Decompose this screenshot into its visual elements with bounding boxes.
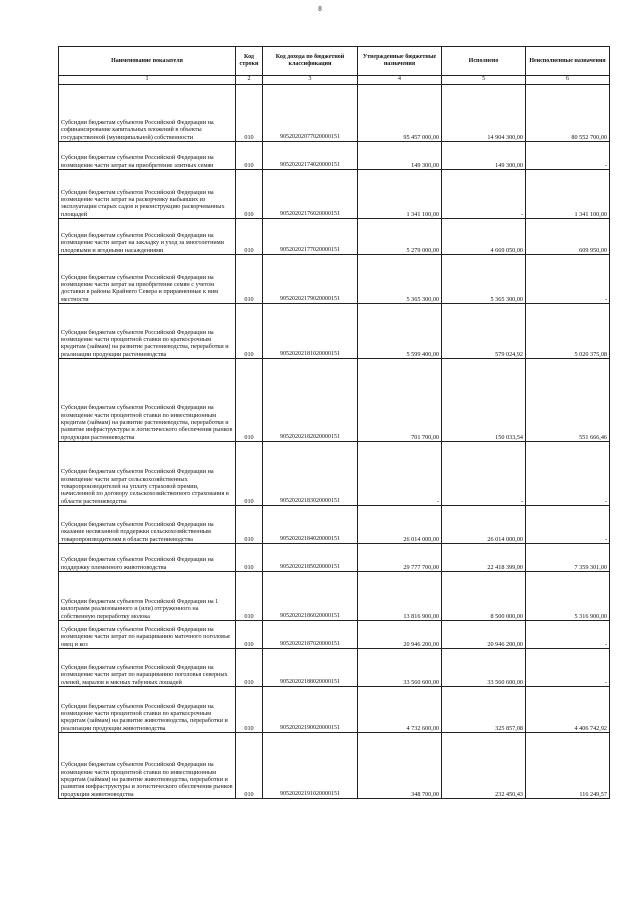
row-name-cell: Субсидии бюджетам субъектов Российской Федерации на возмещение части затрат по наращиванию маточного поголовья овец и коз <box>59 621 236 649</box>
header-unexecuted: Неисполненные назначения <box>526 47 610 76</box>
table-row <box>59 255 610 304</box>
row-unexecuted-cell: 116 249,57 <box>526 733 610 799</box>
row-kbk-cell: 90520202191020000151 <box>263 733 358 799</box>
row-approved-cell: - <box>358 442 442 506</box>
row-unexecuted-cell: 5 316 900,00 <box>526 572 610 621</box>
row-unexecuted-cell: 4 406 742,92 <box>526 687 610 733</box>
column-number: 2 <box>236 76 263 85</box>
row-name-cell: Субсидии бюджетам субъектов Российской Федерации на возмещение части процентной ставки по краткосрочным кредитам (займам) на развитие животноводства, переработки и реализации продукции животноводства <box>59 687 236 733</box>
row-executed-cell: 232 450,43 <box>442 733 526 799</box>
row-kbk-cell: 90520202187020000151 <box>263 621 358 649</box>
row-name-cell: Субсидии бюджетам субъектов Российской Федерации на возмещение части затрат на закладку и уход за многолетними плодовыми и ягодными насаждениями <box>59 219 236 255</box>
row-code-cell: 010 <box>236 506 263 544</box>
row-name-cell: Субсидии бюджетам субъектов Российской Федерации на возмещение части процентной ставки по инвестиционным кредитам (займам) на развитие растениеводства, переработки и развитие инфраструктуры и логистического обеспечения рынков продукции растениеводства <box>59 359 236 442</box>
row-approved-cell: 95 457 000,00 <box>358 85 442 142</box>
row-kbk-cell: 90520202190020000151 <box>263 687 358 733</box>
table-row <box>59 621 610 649</box>
row-code-cell: 010 <box>236 219 263 255</box>
header-row <box>59 47 610 76</box>
row-code-cell: 010 <box>236 544 263 572</box>
row-executed-cell: 325 857,08 <box>442 687 526 733</box>
row-code-cell: 010 <box>236 170 263 219</box>
row-name-cell: Субсидии бюджетам субъектов Российской Федерации на 1 килограмм реализованного и (или) отгруженного на собственную переработку молока <box>59 572 236 621</box>
row-name-cell: Субсидии бюджетам субъектов Российской Федерации на возмещение части процентной ставки по инвестиционным кредитам (займам) на развитие животноводства, переработки и развития инфраструктуры и логистического обеспечения рынков продукции животноводства <box>59 733 236 799</box>
row-kbk-cell: 90520202183020000151 <box>263 442 358 506</box>
row-name-cell: Субсидии бюджетам субъектов Российской Федерации на возмещение части процентной ставки по краткосрочным кредитам (займам) на развитие растениеводства, переработки и реализации продукции растениеводства <box>59 304 236 359</box>
row-kbk-cell: 90520202077020000151 <box>263 85 358 142</box>
table-row <box>59 219 610 255</box>
row-kbk-cell: 90520202184020000151 <box>263 506 358 544</box>
row-code-cell: 010 <box>236 649 263 687</box>
row-unexecuted-cell: - <box>526 142 610 170</box>
row-unexecuted-cell: 609 950,00 <box>526 219 610 255</box>
row-kbk-cell: 90520202185020000151 <box>263 544 358 572</box>
table-row <box>59 142 610 170</box>
table-row <box>59 649 610 687</box>
row-code-cell: 010 <box>236 442 263 506</box>
table-row <box>59 506 610 544</box>
header-kbk: Код дохода по бюджетной классификации <box>263 47 358 76</box>
row-kbk-cell: 90520202188020000151 <box>263 649 358 687</box>
row-name-cell: Субсидии бюджетам субъектов Российской Федерации на возмещение части затрат на приобретение элитных семян <box>59 142 236 170</box>
table-row <box>59 359 610 442</box>
row-executed-cell: 14 904 300,00 <box>442 85 526 142</box>
row-name-cell: Субсидии бюджетам субъектов Российской Федерации на возмещение части затрат на раскорчевку выбывших из эксплуатации старых садов и реконструкцию раскорчеванных площадей <box>59 170 236 219</box>
row-code-cell: 010 <box>236 142 263 170</box>
row-approved-cell: 5 599 400,00 <box>358 304 442 359</box>
column-number: 4 <box>358 76 442 85</box>
row-code-cell: 010 <box>236 572 263 621</box>
row-approved-cell: 26 014 000,00 <box>358 506 442 544</box>
row-name-cell: Субсидии бюджетам субъектов Российской Федерации на софинансирование капитальных вложений в объекты государственной (муниципальной) собственности <box>59 85 236 142</box>
table-row <box>59 572 610 621</box>
column-number: 1 <box>59 76 236 85</box>
row-executed-cell: - <box>442 170 526 219</box>
table-body <box>59 85 610 799</box>
row-name-cell: Субсидии бюджетам субъектов Российской Федерации на возмещение части затрат на приобретение семян с учетом доставки в районы Крайнего Севера и приравненные к ним местности <box>59 255 236 304</box>
row-kbk-cell: 90520202186020000151 <box>263 572 358 621</box>
row-approved-cell: 5 365 300,00 <box>358 255 442 304</box>
row-unexecuted-cell: - <box>526 255 610 304</box>
row-approved-cell: 5 279 000,00 <box>358 219 442 255</box>
row-name-cell: Субсидии бюджетам субъектов Российской Федерации на возмещение части затрат сельскохозяйственных товаропроизводителей на уплату страховой премии, начисленной по договору сельскохозяйственного страхования в области растениеводства <box>59 442 236 506</box>
row-approved-cell: 20 946 200,00 <box>358 621 442 649</box>
table-row <box>59 85 610 142</box>
row-unexecuted-cell: 7 359 301,00 <box>526 544 610 572</box>
row-unexecuted-cell: - <box>526 649 610 687</box>
row-unexecuted-cell: 551 666,46 <box>526 359 610 442</box>
row-name-cell: Субсидии бюджетам субъектов Российской Федерации на поддержку племенного животноводства <box>59 544 236 572</box>
row-code-cell: 010 <box>236 687 263 733</box>
header-executed: Исполнено <box>442 47 526 76</box>
budget-table <box>58 46 610 799</box>
table-row <box>59 170 610 219</box>
row-executed-cell: 4 669 050,00 <box>442 219 526 255</box>
row-kbk-cell: 90520202181020000151 <box>263 304 358 359</box>
row-approved-cell: 29 777 700,00 <box>358 544 442 572</box>
row-code-cell: 010 <box>236 255 263 304</box>
row-approved-cell: 33 560 600,00 <box>358 649 442 687</box>
row-approved-cell: 348 700,00 <box>358 733 442 799</box>
row-approved-cell: 149 300,00 <box>358 142 442 170</box>
row-executed-cell: 20 946 200,00 <box>442 621 526 649</box>
row-code-cell: 010 <box>236 359 263 442</box>
row-executed-cell: 26 014 000,00 <box>442 506 526 544</box>
row-kbk-cell: 90520202182020000151 <box>263 359 358 442</box>
header-name: Наименование показателя <box>59 47 236 76</box>
row-executed-cell: - <box>442 442 526 506</box>
row-name-cell: Субсидии бюджетам субъектов Российской Федерации на оказание несвязанной поддержки сельскохозяйственным товаропроизводителям в области растениеводства <box>59 506 236 544</box>
row-approved-cell: 4 732 600,00 <box>358 687 442 733</box>
page-number: 8 <box>318 5 322 13</box>
row-unexecuted-cell: - <box>526 506 610 544</box>
row-approved-cell: 1 341 100,00 <box>358 170 442 219</box>
table-row <box>59 442 610 506</box>
table-row <box>59 544 610 572</box>
column-number-row <box>59 76 610 85</box>
row-code-cell: 010 <box>236 733 263 799</box>
row-code-cell: 010 <box>236 304 263 359</box>
header-approved: Утвержденные бюджетные назначения <box>358 47 442 76</box>
row-unexecuted-cell: - <box>526 621 610 649</box>
column-number: 6 <box>526 76 610 85</box>
row-executed-cell: 33 560 600,00 <box>442 649 526 687</box>
row-approved-cell: 701 700,00 <box>358 359 442 442</box>
row-code-cell: 010 <box>236 85 263 142</box>
row-approved-cell: 13 816 900,00 <box>358 572 442 621</box>
row-executed-cell: 150 033,54 <box>442 359 526 442</box>
row-kbk-cell: 90520202176020000151 <box>263 170 358 219</box>
column-number: 3 <box>263 76 358 85</box>
row-unexecuted-cell: 1 341 100,00 <box>526 170 610 219</box>
row-executed-cell: 8 500 000,00 <box>442 572 526 621</box>
row-executed-cell: 22 418 399,00 <box>442 544 526 572</box>
column-number: 5 <box>442 76 526 85</box>
row-kbk-cell: 90520202174020000151 <box>263 142 358 170</box>
row-executed-cell: 5 365 300,00 <box>442 255 526 304</box>
row-unexecuted-cell: - <box>526 442 610 506</box>
row-executed-cell: 579 024,92 <box>442 304 526 359</box>
row-kbk-cell: 90520202177020000151 <box>263 219 358 255</box>
table-row <box>59 304 610 359</box>
row-name-cell: Субсидии бюджетам субъектов Российской Федерации на возмещение части затрат по наращиванию поголовья северных оленей, маралов и мясных табунных лошадей <box>59 649 236 687</box>
table-row <box>59 733 610 799</box>
row-unexecuted-cell: 5 020 375,08 <box>526 304 610 359</box>
row-executed-cell: 149 300,00 <box>442 142 526 170</box>
table-row <box>59 687 610 733</box>
row-code-cell: 010 <box>236 621 263 649</box>
row-kbk-cell: 90520202179020000151 <box>263 255 358 304</box>
header-code: Код строки <box>236 47 263 76</box>
row-unexecuted-cell: 80 552 700,00 <box>526 85 610 142</box>
